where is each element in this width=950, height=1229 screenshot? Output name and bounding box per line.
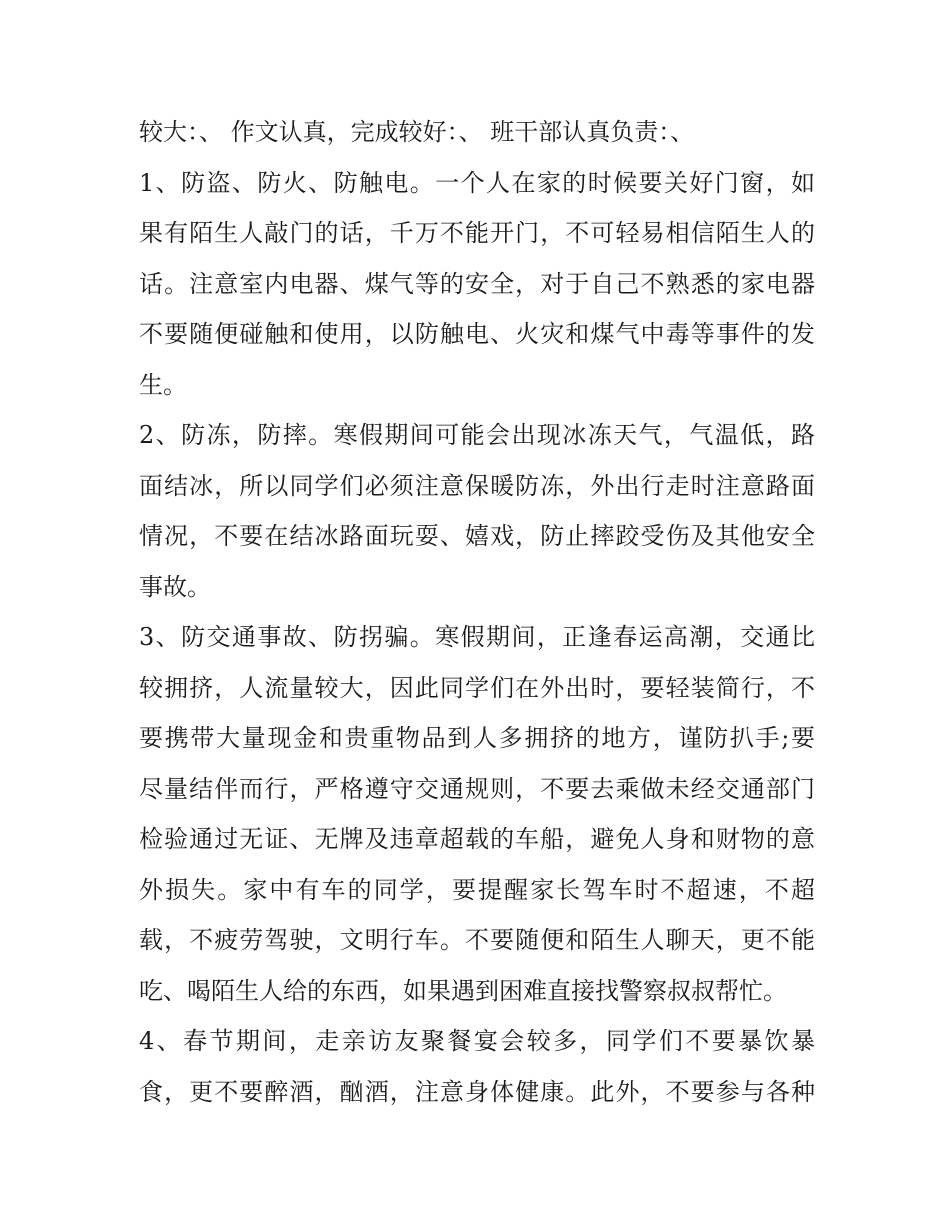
text-line: 不要随便碰触和使用，以防触电、火灾和煤气中毒等事件的发 <box>139 320 815 348</box>
text-line-item-4-heading: 4、春节期间，走亲访友聚餐宴会较多，同学们不要暴饮暴 <box>139 1027 815 1055</box>
document-body <box>139 107 815 1117</box>
text-line: 载，不疲劳驾驶，文明行车。不要随便和陌生人聊天，更不能 <box>139 926 815 954</box>
text-line-item-2-heading: 2、防冻，防摔。寒假期间可能会出现冰冻天气，气温低，路 <box>139 421 815 449</box>
text-line: 事故。 <box>139 572 211 601</box>
text-line: 较拥挤，人流量较大，因此同学们在外出时，要轻装简行，不 <box>139 673 815 702</box>
text-line-item-1-heading: 1、防盗、防火、防触电。一个人在家的时候要关好门窗，如 <box>139 168 815 197</box>
text-line-praise-summary: 较大：、 作文认真，完成较好：、 班干部认真负责：、 <box>139 118 695 146</box>
text-line-item-3-heading: 3、防交通事故、防拐骗。寒假期间，正逢春运高潮，交通比 <box>139 623 815 651</box>
text-line: 要携带大量现金和贵重物品到人多拥挤的地方，谨防扒手;要 <box>139 724 815 752</box>
text-line: 话。注意室内电器、煤气等的安全，对于自己不熟悉的家电器 <box>139 269 815 298</box>
text-line: 检验通过无证、无牌及违章超载的车船，避免人身和财物的意 <box>139 825 815 853</box>
text-line: 吃、喝陌生人给的东西，如果遇到困难直接找警察叔叔帮忙。 <box>139 976 787 1005</box>
text-line: 尽量结伴而行，严格遵守交通规则，不要去乘做未经交通部门 <box>139 774 815 803</box>
text-line: 生。 <box>139 370 187 399</box>
text-line: 食，更不要醉酒，酗酒，注意身体健康。此外，不要参与各种 <box>139 1077 815 1106</box>
text-line: 情况，不要在结冰路面玩耍、嬉戏，防止摔跤受伤及其他安全 <box>139 522 815 550</box>
text-line: 外损失。家中有车的同学，要提醒家长驾车时不超速，不超 <box>139 875 815 904</box>
text-line: 面结冰，所以同学们必须注意保暖防冻，外出行走时注意路面 <box>139 471 815 500</box>
text-line: 果有陌生人敲门的话，千万不能开门，不可轻易相信陌生人的 <box>139 219 815 247</box>
